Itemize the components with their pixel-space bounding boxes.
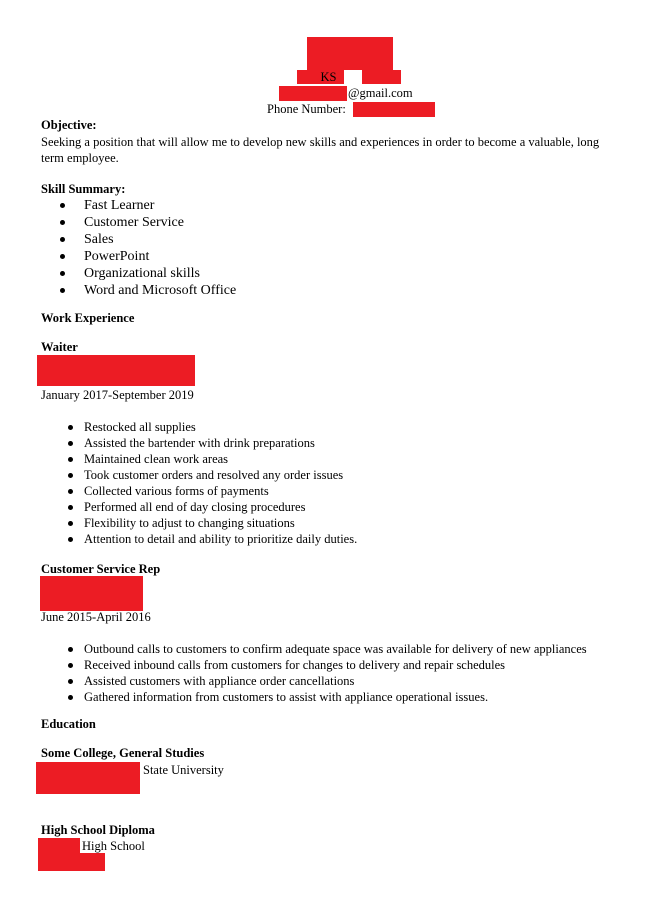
list-item: Flexibility to adjust to changing situations: [84, 515, 357, 531]
list-item: Sales: [84, 231, 236, 248]
job-dates: January 2017-September 2019: [41, 388, 194, 402]
objective-text-line2: term employee.: [41, 151, 119, 165]
education-degree: High School Diploma: [41, 823, 155, 837]
list-item: Assisted customers with appliance order cancellations: [84, 673, 587, 689]
list-item: Took customer orders and resolved any order issues: [84, 467, 357, 483]
list-item: Gathered information from customers to assist with appliance operational issues.: [84, 689, 587, 705]
list-item: Outbound calls to customers to confirm adequate space was available for delivery of new appliances: [84, 642, 587, 656]
list-item: Word and Microsoft Office: [84, 283, 237, 298]
list-item: Maintained clean work areas: [84, 451, 357, 467]
list-item: Received inbound calls from customers for changes to delivery and repair schedules: [84, 657, 587, 673]
list-item: Collected various forms of payments: [84, 483, 357, 499]
list-item: Restocked all supplies: [84, 419, 357, 435]
objective-text-line1: Seeking a position that will allow me to develop new skills and experiences in order to become a valuable, long: [41, 135, 600, 149]
education-degree: Some College, General Studies: [41, 746, 205, 760]
job-duties-list: [84, 419, 357, 547]
job-dates: June 2015-April 2016: [41, 610, 151, 624]
list-item: Performed all end of day closing procedures: [84, 499, 357, 515]
redacted-school-block: [38, 838, 80, 853]
objective-heading: Objective:: [41, 118, 97, 132]
education-heading: Education: [41, 717, 96, 731]
header-initials: KS: [320, 70, 337, 84]
skills-list: [84, 197, 236, 299]
work-heading: Work Experience: [41, 311, 135, 325]
redacted-school-block: [36, 762, 140, 794]
job-title: Customer Service Rep: [41, 562, 161, 576]
redacted-employer-block: [37, 355, 195, 386]
education-school: State University: [143, 763, 224, 777]
header-phone-label: Phone Number:: [267, 102, 346, 116]
redacted-email-block: [279, 86, 347, 101]
list-item: Customer Service: [84, 214, 236, 231]
skills-heading: Skill Summary:: [41, 182, 126, 196]
list-item: Fast Learner: [84, 197, 236, 214]
redacted-school-block: [38, 853, 105, 871]
header-email: @gmail.com: [348, 86, 413, 100]
redacted-employer-block: [40, 576, 143, 611]
redacted-phone-block: [353, 102, 435, 117]
redacted-name-block: [307, 37, 393, 70]
education-school: High School: [82, 839, 145, 853]
job-duties-list: [84, 641, 587, 705]
job-title: Waiter: [41, 340, 78, 354]
list-item: Attention to detail and ability to prioritize daily duties.: [84, 532, 358, 546]
list-item: Organizational skills: [84, 265, 236, 282]
list-item: Assisted the bartender with drink preparations: [84, 435, 357, 451]
list-item: PowerPoint: [84, 248, 236, 265]
